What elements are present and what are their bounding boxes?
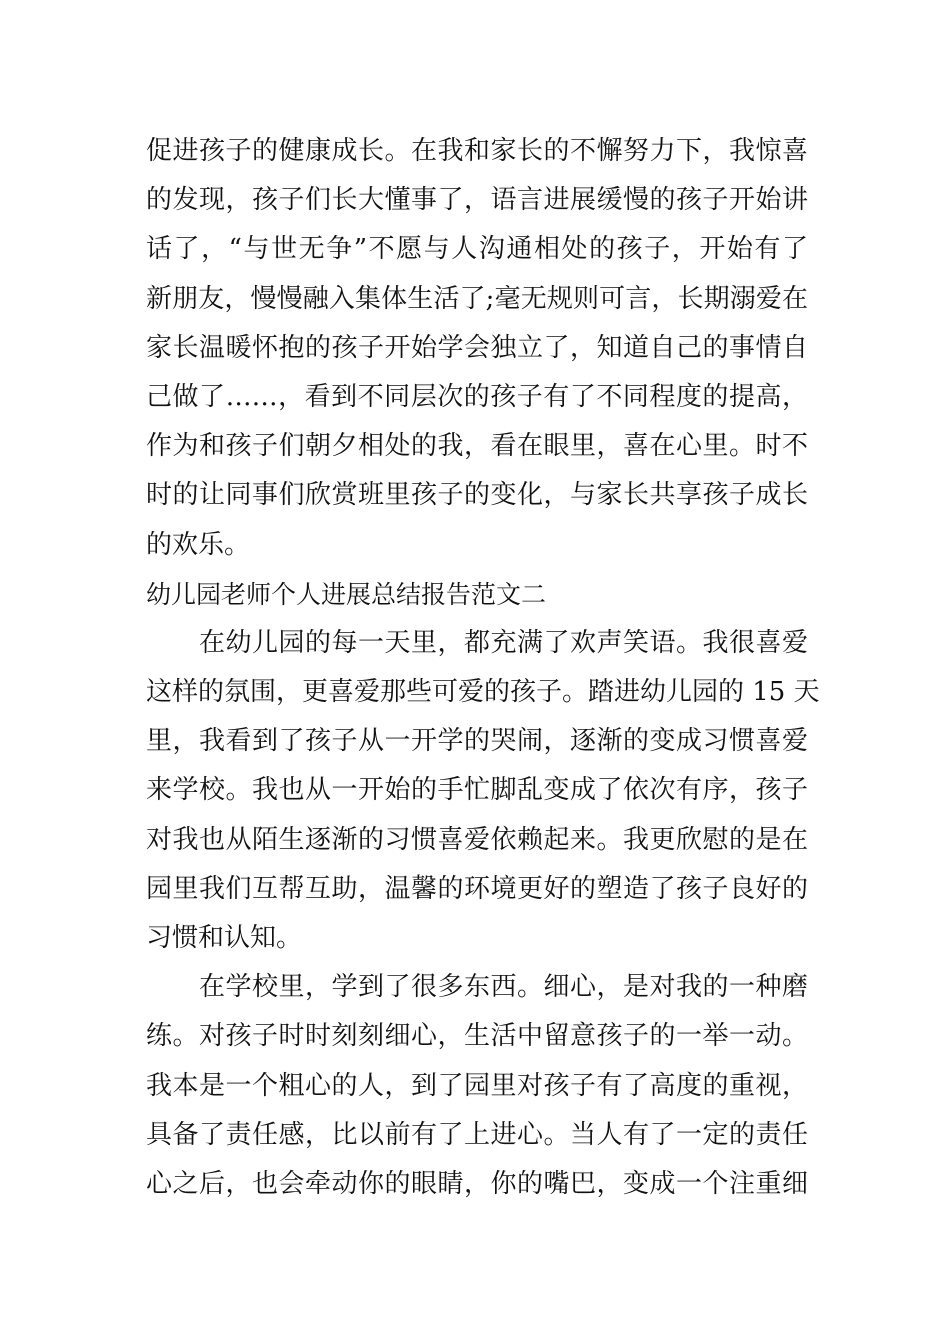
text-line: 时的让同事们欣赏班里孩子的变化，与家长共享孩子成长 — [146, 480, 808, 511]
text-line: 家长温暖怀抱的孩子开始学会独立了，知道自己的事情自 — [146, 332, 808, 363]
text-line: 促进孩子的健康成长。在我和家长的不懈努力下，我惊喜 — [146, 136, 808, 166]
text-line: 练。对孩子时时刻刻细心，生活中留意孩子的一举一动。 — [146, 1021, 808, 1052]
text-line: 具备了责任感，比以前有了上进心。当人有了一定的责任 — [146, 1119, 808, 1150]
section-heading: 幼儿园老师个人进展总结报告范文二 — [146, 579, 547, 609]
text-line: 话了，“与世无争”不愿与人沟通相处的孩子，开始有了 — [146, 234, 808, 265]
text-line: 我本是一个粗心的人，到了园里对孩子有了高度的重视， — [146, 1070, 808, 1101]
text-line: 的发现，孩子们长大懂事了，语言进展缓慢的孩子开始讲 — [146, 185, 808, 216]
text-line: 新朋友，慢慢融入集体生活了;毫无规则可言，长期溺爱在 — [146, 283, 808, 314]
document-body — [146, 127, 820, 1209]
text-line: 习惯和认知。 — [146, 923, 303, 953]
text-line: 园里我们互帮互助，温馨的环境更好的塑造了孩子良好的 — [146, 873, 808, 904]
text-line: 心之后，也会牵动你的眼睛，你的嘴巴，变成一个注重细 — [146, 1168, 808, 1199]
text-line: 对我也从陌生逐渐的习惯喜爱依赖起来。我更欣慰的是在 — [146, 824, 808, 855]
text-line: 在学校里，学到了很多东西。细心，是对我的一种磨 — [146, 972, 808, 1003]
text-line: 的欢乐。 — [146, 529, 251, 560]
text-line: 己做了……，看到不同层次的孩子有了不同程度的提高， — [146, 381, 808, 412]
text-line: 作为和孩子们朝夕相处的我，看在眼里，喜在心里。时不 — [146, 431, 808, 462]
text-line: 这样的氛围，更喜爱那些可爱的孩子。踏进幼儿园的 15 天 — [146, 677, 820, 708]
text-line: 在幼儿园的每一天里，都充满了欢声笑语。我很喜爱 — [146, 627, 808, 658]
text-line: 来学校。我也从一开始的手忙脚乱变成了依次有序，孩子 — [146, 775, 808, 806]
text-line: 里，我看到了孩子从一开学的哭闹，逐渐的变成习惯喜爱 — [146, 726, 808, 757]
